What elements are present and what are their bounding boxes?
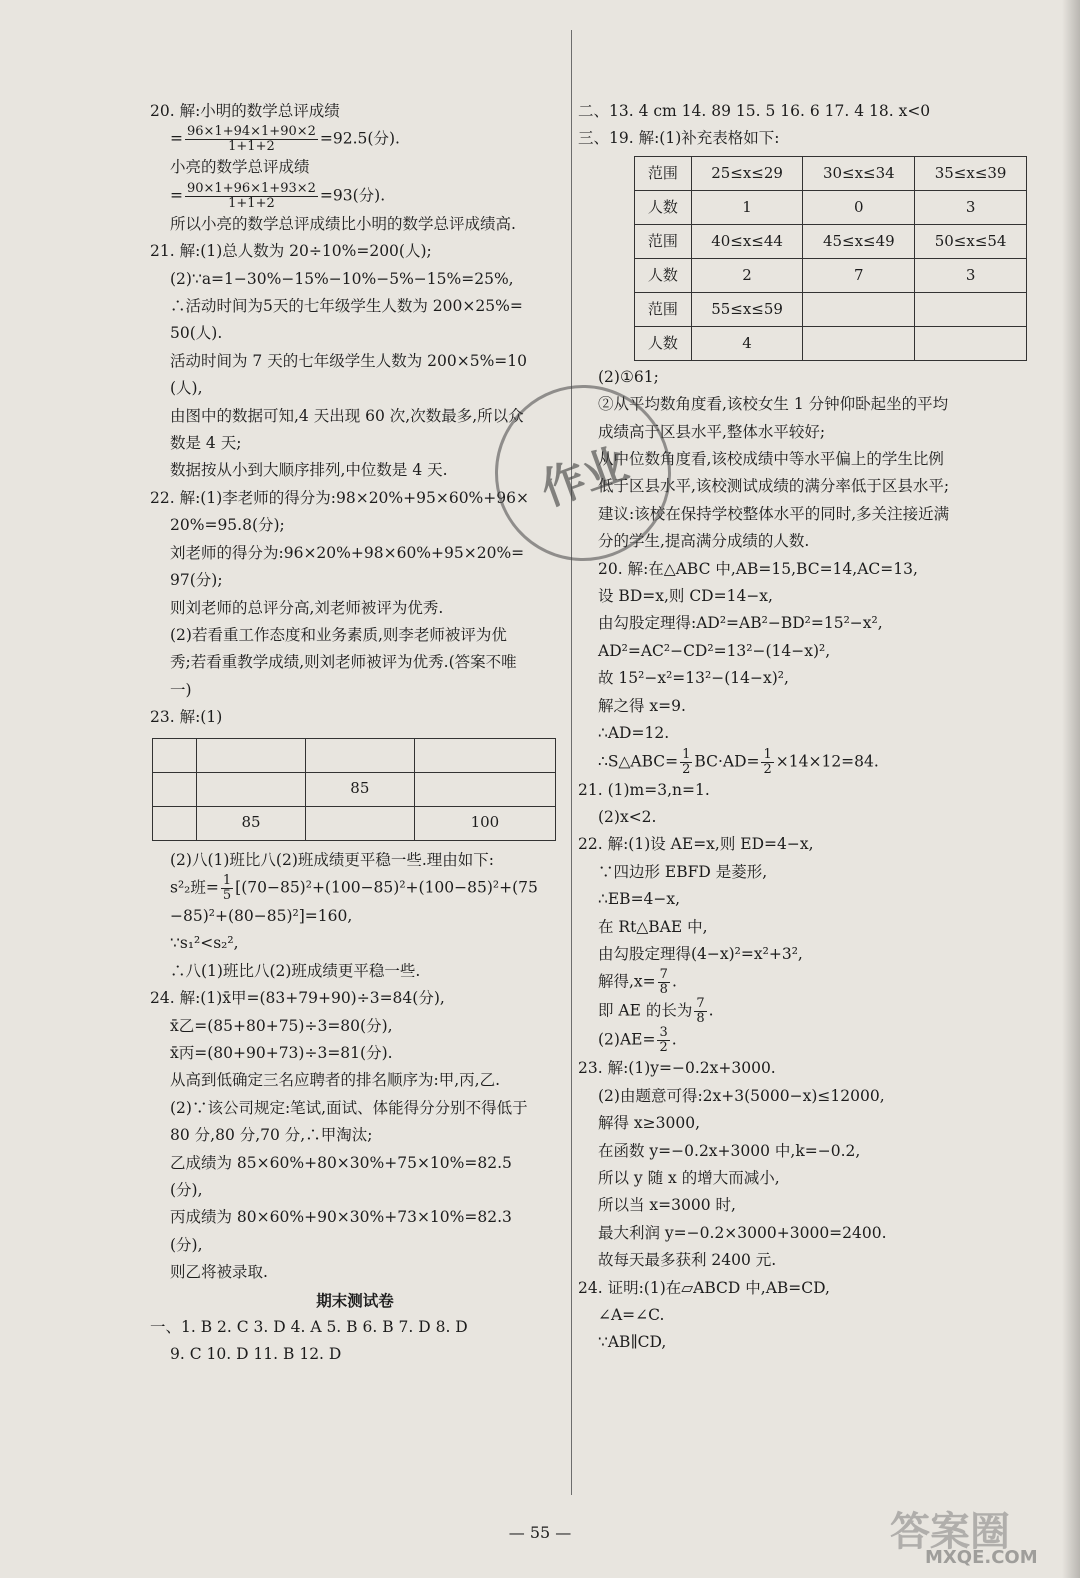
table-row [153,738,556,772]
table-cell: 人数 [635,258,692,292]
table-cell: 范围 [635,292,692,326]
text-line: 丙成绩为 80×60%+90×30%+73×10%=82.3 [170,1208,512,1227]
section-heading: 期末测试卷 [316,1290,394,1310]
text-line: 22. 解:(1)李老师的得分为:98×20%+95×60%+96× [150,488,529,507]
text-line: ∴活动时间为5天的七年级学生人数为 200×25%= [170,297,523,316]
text-line: 分的学生,提高满分成绩的人数. [598,532,810,551]
text-line: 21. (1)m=3,n=1. [578,780,710,799]
text-line: 21. 解:(1)总人数为 20÷10%=200(人); [150,242,432,261]
text-line: 则乙将被录取. [170,1263,268,1282]
table-cell: 7 [803,258,915,292]
text-line: 低于区县水平,该校测试成绩的满分率低于区县水平; [598,477,950,496]
table-row [153,806,556,840]
table-row [635,292,1027,326]
table-cell: 85 [305,772,414,806]
table-cell: 1 [691,190,803,224]
watermark-url: MXQE.COM [925,1547,1038,1568]
text-line: 20%=95.8(分); [170,516,285,535]
text-line: 一) [170,680,192,699]
left-column [150,98,560,1369]
text-line: 97(分); [170,571,223,590]
text-line: ∴八(1)班比八(2)班成绩更平稳一些. [170,961,421,980]
text-line: (分), [170,1181,203,1199]
text-line: (2)①61; [598,367,659,386]
table-cell: 35≤x≤39 [915,156,1027,190]
text-line: 设 BD=x,则 CD=14−x, [598,587,773,606]
text-line: 由图中的数据可知,4 天出现 60 次,次数最多,所以众 [170,406,524,425]
text-line: 成绩高于区县水平,整体水平较好; [598,422,826,441]
table-cell: 人数 [635,326,692,360]
text-line: 三、19. 解:(1)补充表格如下: [578,129,780,148]
stamp-seal: 作业 [470,360,696,586]
table-cell: 100 [414,806,555,840]
table-cell [915,326,1027,360]
page-number: — 55 — [508,1523,572,1542]
formula-line: 即 AE 的长为 $\frac{7}{8}$ . [598,996,714,1027]
table-cell [803,292,915,326]
text-line: (2)x<2. [598,807,657,826]
table-cell: 50≤x≤54 [915,224,1027,258]
text-line: 一、1. B 2. C 3. D 4. A 5. B 6. B 7. D 8. D [150,1318,468,1337]
table-row [635,258,1027,292]
table-cell: 2 [691,258,803,292]
formula-line: (2)AE= $\frac{3}{2}$ . [598,1025,677,1056]
table-cell [197,772,306,806]
text-line: 建议:该校在保持学校整体水平的同时,多关注接近满 [598,504,950,523]
text-line: 24. 解:(1)x̄甲=(83+79+90)÷3=84(分), [150,989,445,1008]
text-line: 在函数 y=−0.2x+3000 中,k=−0.2, [598,1141,861,1160]
text-line: 故 15²−x²=13²−(14−x)², [598,669,789,688]
formula-line: = $\frac{96\times 1+94\times 1+90\times 2}{1+1+2}$ =92.5(分). [170,124,400,155]
formula-line: 解得,x= $\frac{7}{8}$ . [598,967,677,998]
text-line: 所以小亮的数学总评成绩比小明的数学总评成绩高. [170,214,516,233]
text-line: x̄丙=(80+90+73)÷3=81(分). [170,1043,393,1062]
text-line: (2)若看重工作态度和业务素质,则李老师被评为优 [170,625,507,644]
text-line: 数据按从小到大顺序排列,中位数是 4 天. [170,461,448,480]
table-cell [153,806,197,840]
text-line: (2)∵该公司规定:笔试,面试、体能得分分别不得低于 [170,1098,528,1117]
table-cell: 范围 [635,156,692,190]
formula-line: s²₂班= $\frac{1}{5}$ [(70−85)²+(100−85)²+(100−85)²+(75 [170,872,538,903]
text-line: 活动时间为 7 天的七年级学生人数为 200×5%=10 [170,351,528,370]
text-line: 则刘老师的总评分高,刘老师被评为优秀. [170,598,444,617]
table-cell: 3 [915,190,1027,224]
table-cell: 55≤x≤59 [691,292,803,326]
table-cell [197,738,306,772]
text-line: ∠A=∠C. [598,1306,665,1324]
table-cell [305,806,414,840]
table-cell: 0 [803,190,915,224]
page-edge-shadow [1062,0,1080,1578]
text-line: 二、13. 4 cm 14. 89 15. 5 16. 6 17. 4 18. x<0 [578,102,931,120]
text-line: 50(人). [170,324,223,343]
table-cell: 范围 [635,224,692,258]
text-line: (分), [170,1235,203,1254]
text-line: (2)八(1)班比八(2)班成绩更平稳一些.理由如下: [170,850,495,869]
text-line: −85)²+(80−85)²]=160, [170,906,353,925]
text-line: x̄乙=(85+80+75)÷3=80(分), [170,1016,393,1035]
table-row [635,156,1027,190]
table-cell: 3 [915,258,1027,292]
text-line: 在 Rt△BAE 中, [598,917,708,936]
text-line: (2)∵a=1−30%−15%−10%−5%−15%=25%, [170,269,514,288]
right-column [578,98,1018,1357]
table-cell: 人数 [635,190,692,224]
text-line: (人), [170,379,203,398]
text-line: 所以 y 随 x 的增大而减小, [598,1168,780,1187]
text-line: ∵四边形 EBFD 是菱形, [598,862,768,881]
table-row [153,772,556,806]
table-cell [153,772,197,806]
table-cell: 40≤x≤44 [691,224,803,258]
table-cell [305,738,414,772]
table-cell: 45≤x≤49 [803,224,915,258]
table-cell [803,326,915,360]
text-line: 9. C 10. D 11. B 12. D [170,1345,342,1364]
table-row [635,190,1027,224]
text-line: 23. 解:(1) [150,708,223,727]
text-line: ∵s₁²<s₂², [170,934,239,953]
text-line: ∵AB∥CD, [598,1333,667,1352]
watermark-logo: 答案圈 [890,1509,1010,1555]
text-line: 解得 x≥3000, [598,1114,701,1133]
table-cell [414,772,555,806]
column-divider [571,30,572,1495]
table-cell: 4 [691,326,803,360]
text-line: 由勾股定理得(4−x)²=x²+3², [598,944,803,963]
text-line: AD²=AC²−CD²=13²−(14−x)², [598,641,831,660]
text-line: 所以当 x=3000 时, [598,1196,736,1215]
table-cell: 30≤x≤34 [803,156,915,190]
table-cell [915,292,1027,326]
text-line: 由勾股定理得:AD²=AB²−BD²=15²−x², [598,614,883,633]
text-line: 数是 4 天; [170,434,242,453]
table-cell [414,738,555,772]
text-line: 刘老师的得分为:96×20%+98×60%+95×20%= [170,543,525,562]
formula-line: ∴S△ABC= $\frac{1}{2}$ BC·AD= $\frac{1}{2}$ ×14×12=84. [598,746,879,777]
text-line: 20. 解:在△ABC 中,AB=15,BC=14,AC=13, [598,559,918,578]
text-line: ∴EB=4−x, [598,890,681,909]
table-row [635,224,1027,258]
text-line: (2)由题意可得:2x+3(5000−x)≤12000, [598,1086,885,1105]
text-line: 小亮的数学总评成绩 [170,158,310,177]
text-line: 乙成绩为 85×60%+80×30%+75×10%=82.5 [170,1153,512,1172]
text-line: 从中位数角度看,该校成绩中等水平偏上的学生比例 [598,450,944,469]
text-line: 20. 解:小明的数学总评成绩 [150,102,340,120]
text-line: 故每天最多获利 2400 元. [598,1251,777,1270]
text-line: 从高到低确定三名应聘者的排名顺序为:甲,丙,乙. [170,1071,501,1090]
text-line: ②从平均数角度看,该校女生 1 分钟仰卧起坐的平均 [598,395,949,414]
text-line: 22. 解:(1)设 AE=x,则 ED=4−x, [578,835,814,854]
text-line: 80 分,80 分,70 分,∴甲淘汰; [170,1126,373,1145]
table-row [635,326,1027,360]
text-line: 23. 解:(1)y=−0.2x+3000. [578,1059,776,1078]
table-cell [153,738,197,772]
answer-table-23 [152,738,556,841]
text-line: 解之得 x=9. [598,696,686,715]
answer-table-19 [634,156,1027,361]
text-line: 24. 证明:(1)在▱ABCD 中,AB=CD, [578,1278,830,1297]
text-line: ∴AD=12. [598,724,670,743]
text-line: 秀;若看重教学成绩,则刘老师被评为优秀.(答案不唯 [170,653,517,672]
table-cell: 25≤x≤29 [691,156,803,190]
table-cell: 85 [197,806,306,840]
text-line: 最大利润 y=−0.2×3000+3000=2400. [598,1223,887,1242]
formula-line: = $\frac{90\times 1+96\times 1+93\times 2}{1+1+2}$ =93(分). [170,180,386,211]
